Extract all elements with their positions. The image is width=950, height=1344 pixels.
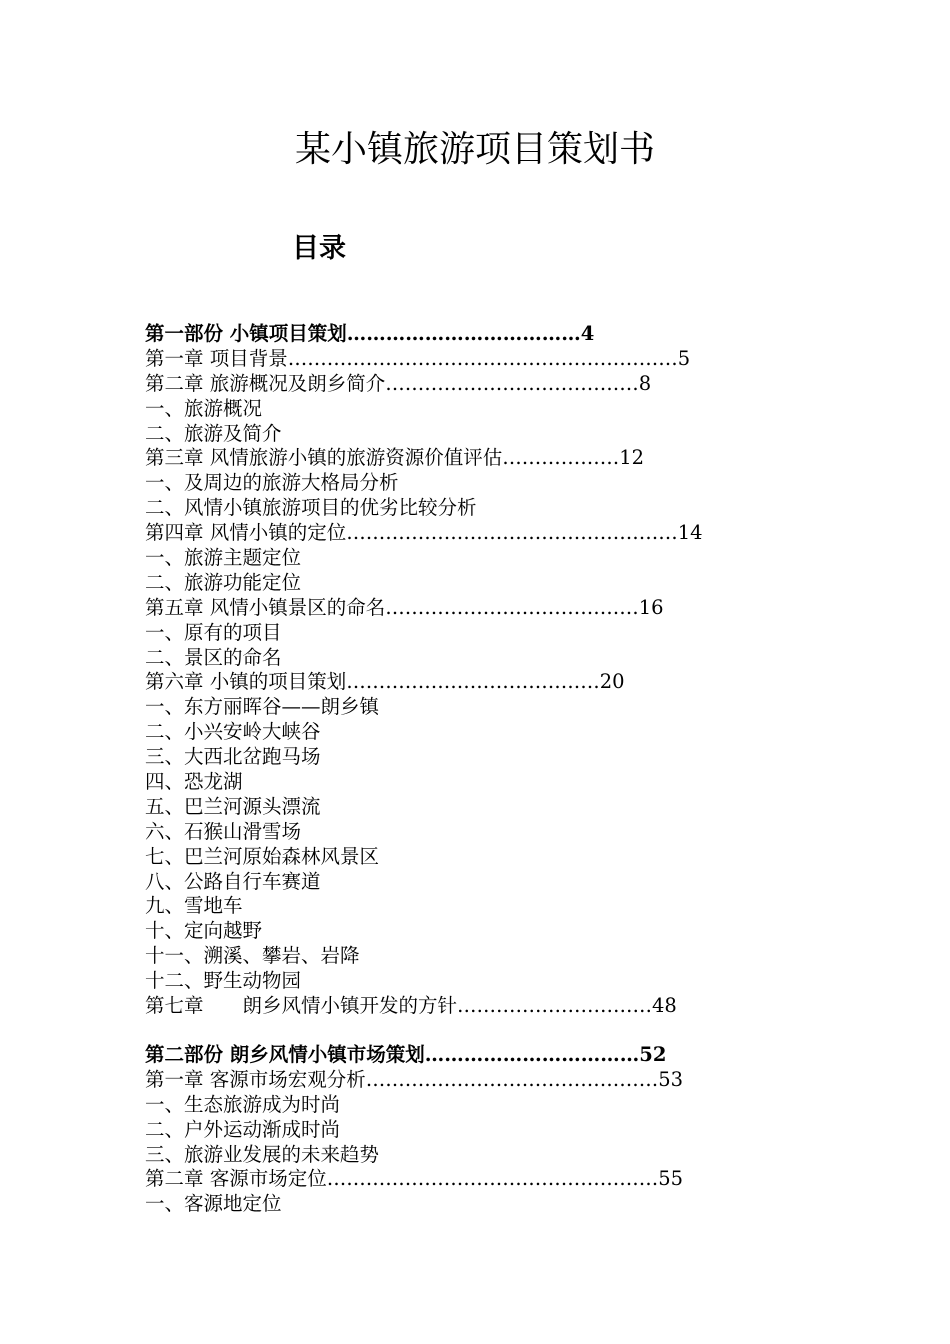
toc-entry: 二、户外运动渐成时尚: [145, 1117, 341, 1141]
document-title: 某小镇旅游项目策划书: [294, 129, 655, 170]
toc-entry: 一、旅游概况: [145, 396, 263, 420]
toc-entry: 第一章 项目背景……………………………………………………5: [145, 346, 691, 370]
toc-entry: 一、东方丽晖谷——朗乡镇: [145, 695, 380, 719]
toc-entry: 一、客源地定位: [145, 1192, 282, 1216]
toc-entry: 第二部份 朗乡风情小镇市场策划……………………………52: [145, 1042, 667, 1066]
toc-entry: 十一、溯溪、攀岩、岩降: [145, 944, 360, 968]
toc-entry: 第六章 小镇的项目策划…………………………………20: [145, 670, 625, 694]
toc-entry: 第五章 风情小镇景区的命名…………………………………16: [145, 595, 664, 619]
toc-entry: 一、原有的项目: [145, 620, 282, 644]
toc-entry: 第一章 客源市场宏观分析………………………………………53: [145, 1067, 684, 1091]
toc-entry: 第二章 客源市场定位……………………………………………55: [145, 1167, 684, 1191]
toc-entry: 六、石猴山滑雪场: [145, 819, 302, 843]
toc-entry: 二、旅游功能定位: [145, 570, 302, 594]
toc-entry: 第一部份 小镇项目策划………………………………4: [145, 322, 595, 345]
toc-entry: 二、风情小镇旅游项目的优劣比较分析: [145, 496, 477, 520]
toc-entry: 一、生态旅游成为时尚: [145, 1092, 341, 1116]
toc-heading: 目录: [292, 233, 346, 264]
toc-entry: 十、定向越野: [145, 919, 263, 943]
toc-entry: 二、旅游及简介: [145, 421, 282, 445]
table-of-contents: [145, 322, 805, 1217]
toc-entry: 二、小兴安岭大峡谷: [145, 720, 321, 744]
toc-entry: 十二、野生动物园: [145, 969, 302, 993]
toc-entry: 三、旅游业发展的未来趋势: [145, 1142, 380, 1166]
toc-entry: 七、巴兰河原始森林风景区: [145, 844, 380, 868]
toc-entry: 二、景区的命名: [145, 645, 282, 669]
toc-entry: 第三章 风情旅游小镇的旅游资源价值评估………………12: [145, 446, 645, 470]
toc-entry: 九、雪地车: [145, 894, 243, 918]
toc-entry: 一、旅游主题定位: [145, 546, 302, 570]
toc-entry: 八、公路自行车赛道: [145, 869, 321, 893]
toc-entry: 一、及周边的旅游大格局分析: [145, 471, 399, 495]
toc-entry: 五、巴兰河源头漂流: [145, 794, 321, 818]
toc-entry: 三、大西北岔跑马场: [145, 745, 321, 769]
toc-entry: 四、恐龙湖: [145, 770, 243, 794]
toc-entry: 第七章 朗乡风情小镇开发的方针…………………………48: [145, 994, 677, 1018]
toc-entry: 第二章 旅游概况及朗乡简介…………………………………8: [145, 371, 652, 395]
toc-entry: 第四章 风情小镇的定位……………………………………………14: [145, 521, 703, 545]
